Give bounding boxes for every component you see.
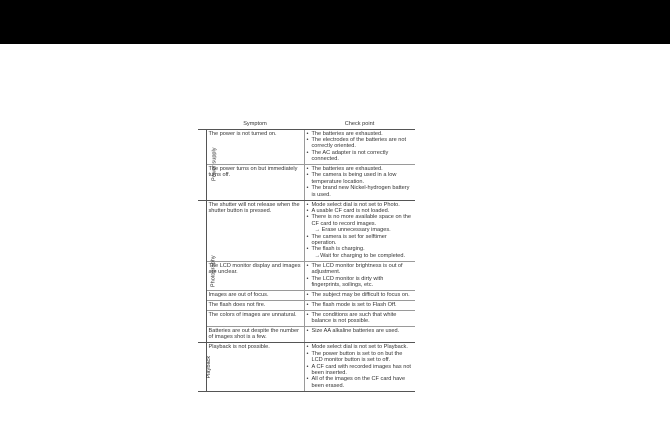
table-row (198, 261, 415, 290)
check-list (307, 202, 414, 260)
check-point-column-header: Check point (304, 120, 415, 129)
symptom-cell: The shutter will not release when the shutter button is pressed. (206, 200, 304, 261)
symptom-cell: Batteries are out despite the number of images shot is a few. (206, 326, 304, 342)
section-label: Playback (206, 355, 213, 379)
check-item (307, 263, 414, 276)
check-item (307, 234, 414, 247)
check-list (307, 312, 414, 325)
group-column-header (198, 120, 206, 129)
troubleshooting-page (198, 120, 415, 431)
check-text: The LCD monitor is dirty with fingerprints, soilings, etc. (311, 275, 384, 288)
check-item (307, 276, 414, 289)
check-text: The camera is set for selftimer operation. (311, 233, 387, 246)
troubleshooting-table (198, 120, 415, 392)
check-text: The flash mode is set to Flash Off. (311, 301, 397, 308)
section-label-cell (198, 129, 218, 200)
table-row (198, 326, 415, 342)
check-text: The subject may be difficult to focus on. (311, 291, 410, 298)
symptom-cell: The LCD monitor display and images are unclear. (206, 261, 304, 290)
check-item (307, 376, 414, 389)
check-text: The AC adapter is not correctly connected. (311, 149, 389, 163)
check-item (307, 246, 414, 259)
check-list (307, 344, 414, 389)
check-item (307, 351, 414, 364)
table-row (198, 310, 415, 326)
check-text: The conditions are such that white balance is not possible. (311, 311, 397, 325)
check-text: The LCD monitor brightness is out of adjustment. (311, 262, 403, 276)
check-point-cell (304, 165, 415, 201)
table-body (198, 129, 415, 391)
check-point-cell (304, 129, 415, 165)
section-label-cell (198, 343, 213, 391)
table-header-row (198, 120, 415, 129)
check-text: The flash is charging. (311, 246, 365, 253)
check-item (307, 150, 414, 163)
check-item (307, 302, 414, 308)
check-point-cell (304, 261, 415, 290)
check-list (307, 302, 414, 308)
check-item (307, 328, 414, 334)
table-row (198, 165, 415, 201)
check-point-cell (304, 310, 415, 326)
table-row (198, 300, 415, 310)
symptom-cell: Playback is not possible. (206, 343, 304, 391)
check-point-cell (304, 326, 415, 342)
remedy-text: →Wait for charging to be completed. (314, 252, 406, 259)
symptom-column-header: Symptom (206, 120, 304, 129)
check-text: Size AA alkaline batteries are used. (311, 327, 400, 334)
check-list (307, 131, 414, 163)
check-text: A CF card with recorded images has not been inserted. (311, 363, 411, 376)
check-item (307, 185, 414, 198)
check-item (307, 312, 414, 325)
check-text: There is no more available space on the CF card to record images. (311, 214, 412, 227)
remedy-text: → Erase unnecessary images. (314, 227, 391, 234)
check-list (307, 328, 414, 334)
check-text: A usable CF card is not loaded. (311, 207, 390, 214)
symptom-cell: The flash does not fire. (206, 300, 304, 310)
symptom-cell: Images are out of focus. (206, 290, 304, 300)
symptom-cell: The colors of images are unnatural. (206, 310, 304, 326)
check-text: The brand new Nickel-hydrogen battery is used. (311, 185, 410, 198)
check-item (307, 292, 414, 298)
check-text: The batteries are exhausted. (311, 166, 383, 173)
check-text: The batteries are exhausted. (311, 130, 383, 137)
table-row (198, 200, 415, 261)
section-label-cell (198, 200, 217, 343)
check-text: Mode select dial is not set to Photo. (311, 201, 400, 208)
check-item (307, 172, 414, 185)
table-row (198, 290, 415, 300)
check-text: Mode select dial is not set to Playback. (311, 344, 408, 351)
top-black-bar (0, 0, 670, 44)
check-text: All of the images on the CF card have been erased. (311, 376, 406, 389)
check-text: The camera is being used in a low temperature location. (311, 172, 397, 185)
check-point-cell (304, 343, 415, 391)
check-text: The electrodes of the batteries are not correctly oriented. (311, 136, 407, 150)
check-point-cell (304, 200, 415, 261)
check-item (307, 137, 414, 150)
check-list (307, 292, 414, 298)
symptom-cell: The power turns on but immediately turns off. (206, 165, 304, 201)
check-item (307, 214, 414, 233)
check-item (307, 364, 414, 377)
table-row (198, 129, 415, 165)
check-point-cell (304, 290, 415, 300)
symptom-cell: The power is not turned on. (206, 129, 304, 165)
section-label: Power supply (211, 147, 218, 182)
check-point-cell (304, 300, 415, 310)
check-list (307, 166, 414, 198)
section-label: Photography (210, 255, 217, 288)
table-row (198, 343, 415, 391)
check-text: The power button is set to on but the LCD monitor button is set to off. (311, 350, 403, 364)
check-list (307, 263, 414, 289)
